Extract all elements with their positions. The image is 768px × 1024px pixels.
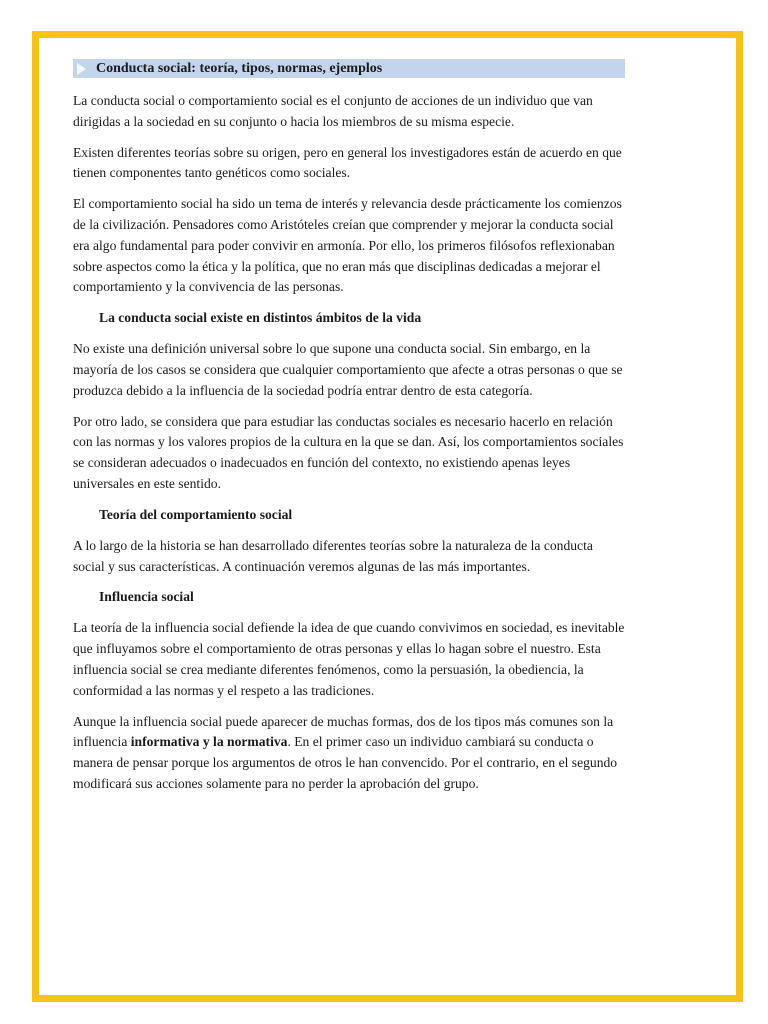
- document-content: [73, 59, 625, 805]
- paragraph-definicion-universal: No existe una definición universal sobre lo que supone una conducta social. Sin embargo, en la mayoría de los casos se considera que cualquier comportamiento que afecte a otras personas o que se produzca debido a la influencia de la sociedad podría entrar dentro de esta categoría.: [73, 341, 623, 398]
- arrow-right-icon: [77, 63, 86, 75]
- main-heading-bar: [73, 59, 625, 78]
- paragraph-teorias: A lo largo de la historia se han desarrollado diferentes teorías sobre la naturaleza de la conducta social y sus características. A continuación veremos algunas de las más importantes.: [73, 537, 593, 574]
- paragraph-tipos-text-after: . En el primer caso un individuo cambiará su conducta o manera de pensar porque los argumentos de otros le han convencido. Por el contrario, en el segundo modificará sus acciones solamente para no perder la aprobación del grupo.: [73, 734, 618, 791]
- main-heading: Conducta social: teoría, tipos, normas, ejemplos: [96, 61, 383, 76]
- paragraph-origin: Existen diferentes teorías sobre su origen, pero en general los investigadores están de acuerdo en que tienen componentes tanto genéticos como sociales.: [73, 144, 622, 181]
- paragraph-tipos-bold: informativa y la normativa: [130, 734, 288, 750]
- paragraph-definition: La conducta social o comportamiento social es el conjunto de acciones de un individuo que van dirigidas a la sociedad en su conjunto o hacia los miembros de su misma especie.: [73, 93, 593, 129]
- subheading-ambitos: La conducta social existe en distintos ámbitos de la vida: [99, 310, 422, 326]
- paragraph-tipos-influencia: [73, 712, 625, 795]
- subheading-influencia: Influencia social: [99, 589, 194, 605]
- paragraph-history: El comportamiento social ha sido un tema de interés y relevancia desde prácticamente los comienzos de la civilización. Pensadores como Aristóteles creían que comprender y mejorar la conducta social era algo fundamental para poder convivir en armonía. Por ello, los primeros filósofos reflexionaban sobre aspectos como la ética y la política, que no eran más que disciplinas dedicadas a mejorar el comportamiento y la convivencia de las personas.: [73, 196, 622, 295]
- paragraph-influencia-social: La teoría de la influencia social defiende la idea de que cuando convivimos en sociedad, es inevitable que influyamos sobre el comportamiento de otras personas y ellas lo hagan sobre el nuestro. Esta influencia social se crea mediante diferentes fenómenos, como la persuasión, la obediencia, la conformidad a las normas y el respeto a las tradiciones.: [73, 620, 625, 698]
- paragraph-tipos-text-before: Aunque la influencia social puede aparecer de muchas formas, dos de los tipos más comunes son la influencia: [73, 713, 614, 750]
- subheading-teoria: Teoría del comportamiento social: [99, 506, 293, 522]
- paragraph-normas-valores: Por otro lado, se considera que para estudiar las conductas sociales es necesario hacerlo en relación con las normas y los valores propios de la cultura en la que se dan. Así, los comportamientos sociales se consideran adecuados o inadecuados en función del contexto, no existiendo apenas leyes universales en este sentido.: [73, 413, 624, 491]
